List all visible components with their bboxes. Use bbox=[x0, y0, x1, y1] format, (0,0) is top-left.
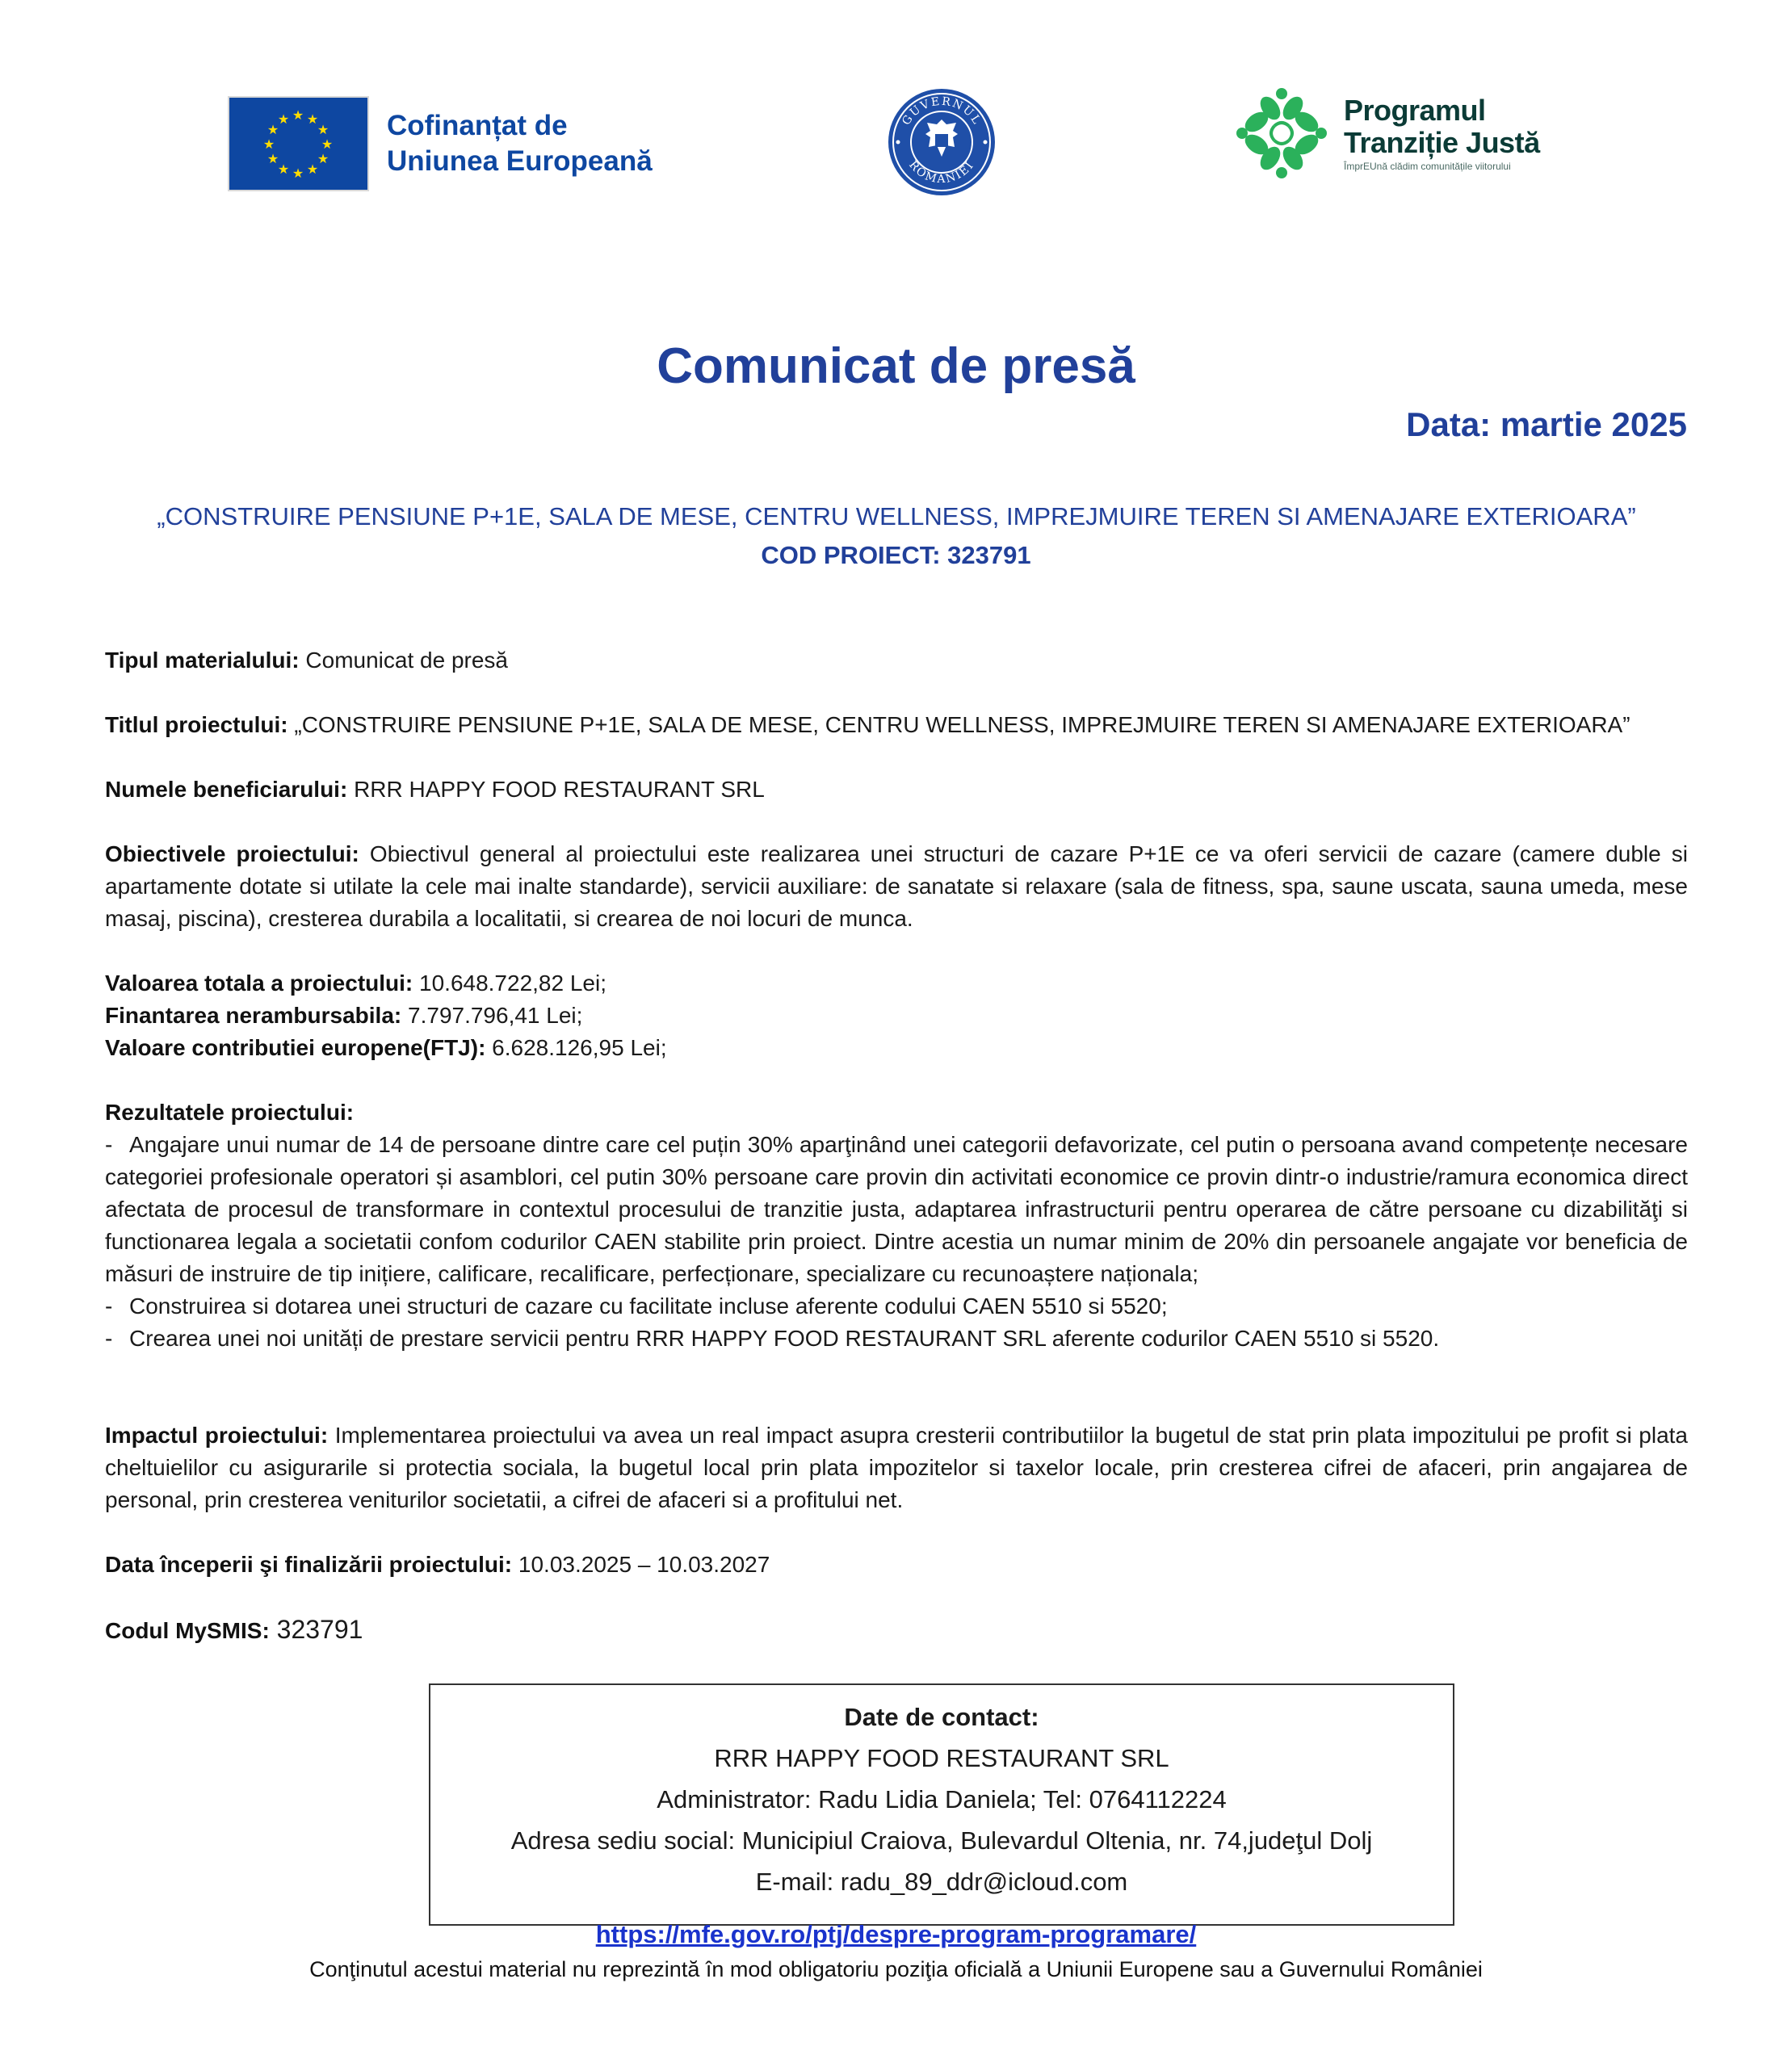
field-value: Obiectivul general al proiectului este realizarea unei structuri de cazare P+1E ce va oferi servicii de cazare (camere duble si apartamente dotate si utilate la cele mai inalte standarde), servicii auxiliare: de sanatate si relaxare (sala de fitness, spa, saune uscata, sauna umeda, mese masaj, piscina), cresterea durabila a localitatii, si crearea de noi locuri de munca. bbox=[105, 841, 1688, 931]
footer-disclaimer: Conţinutul acestui material nu reprezintă în mod obligatoriu poziţia oficială a Uniunii Europene sau a Guvernului României bbox=[309, 1957, 1483, 1981]
eu-logo-text bbox=[387, 108, 653, 179]
ptj-logo-tagline: ÎmprEUnă clădim comunitățile viitorului bbox=[1344, 161, 1511, 172]
svg-text:GUVERNUL: GUVERNUL bbox=[900, 94, 984, 128]
contact-heading: Date de contact: bbox=[844, 1703, 1039, 1731]
svg-text:★: ★ bbox=[306, 113, 319, 127]
contact-email[interactable]: E-mail: radu_89_ddr@icloud.com bbox=[755, 1868, 1128, 1896]
field-label: Tipul materialului: bbox=[105, 648, 300, 673]
field-label: Valoare contributiei europene(FTJ): bbox=[105, 1035, 486, 1060]
field-value: Comunicat de presă bbox=[299, 648, 508, 673]
field-impact bbox=[105, 1419, 1688, 1516]
field-beneficiary bbox=[105, 774, 1688, 806]
ptj-flower-icon bbox=[1234, 86, 1329, 181]
field-project-name bbox=[105, 709, 1688, 741]
field-eu-contribution bbox=[105, 1032, 1688, 1064]
results-list-item: - Construirea si dotarea unei structuri de cazare cu facilitate incluse aferente codului CAEN 5510 si 5520; bbox=[105, 1293, 1168, 1319]
ptj-logo-text bbox=[1344, 94, 1540, 172]
field-value: RRR HAPPY FOOD RESTAURANT SRL bbox=[347, 777, 765, 802]
field-project-dates bbox=[105, 1549, 1688, 1581]
eu-cofinancing-logo bbox=[228, 94, 688, 194]
contact-address: Adresa sediu social: Municipiul Craiova, Bulevardul Oltenia, nr. 74,judeţul Dolj bbox=[510, 1826, 1373, 1855]
field-results bbox=[105, 1096, 1688, 1355]
field-value: „CONSTRUIRE PENSIUNE P+1E, SALA DE MESE, CENTRU WELLNESS, IMPREJMUIRE TEREN SI AMENAJARE EXTERIOARA” bbox=[287, 712, 1630, 737]
svg-text:★: ★ bbox=[317, 124, 329, 137]
ptj-logo-line1: Programul bbox=[1344, 94, 1486, 127]
field-total-value bbox=[105, 967, 1688, 1000]
release-date: Data: martie 2025 bbox=[1406, 405, 1687, 443]
results-list-item: - Angajare unui numar de 14 de persoane dintre care cel puțin 30% aparţinând unei categorii defavorizate, cel putin o persoana avand competențe necesare categoriei profesionale operatori și asamblori, cel putin 30% persoane care provin din activitati economice ce provin dintr-o industrie/ramura economica direct afectata de procesul de transformare in contextul procesului de tranzitie justa, adaptarea infrastructurii pentru operarea de către persoane cu dizabilităţi si functionarea legala a societatii confom codurilor CAEN stabilite prin proiect. Dintre acestia un numar minim de 20% din persoanele angajate vor beneficia de măsuri de instruire de tip inițiere, calificare, recalificare, perfecționare, specializare cu recunoaștere naționala; bbox=[105, 1132, 1688, 1286]
field-value: 10.648.722,82 Lei; bbox=[413, 971, 606, 996]
field-label: Valoarea totala a proiectului: bbox=[105, 971, 413, 996]
field-value: 7.797.796,41 Lei; bbox=[401, 1003, 583, 1028]
contact-administrator: Administrator: Radu Lidia Daniela; Tel: 0764112224 bbox=[657, 1785, 1227, 1813]
field-label: Rezultatele proiectului: bbox=[105, 1100, 355, 1125]
field-value: Implementarea proiectului va avea un real impact asupra cresterii contributiilor la bugetul de stat prin plata impozitului pe profit si plata cheltuielilor cu asigurarile si protectia sociala, la bugetul local prin plata impozitelor si taxelor locale, prin cresterea cifrei de afaceri, prin angajarea de personal, prin cresterea veniturilor societatii, a cifrei de afaceri si a profitului net. bbox=[105, 1423, 1688, 1512]
field-label: Obiectivele proiectului: bbox=[105, 841, 359, 866]
eu-flag-icon bbox=[228, 96, 369, 191]
page-title: Comunicat de presă bbox=[657, 338, 1135, 394]
svg-text:★: ★ bbox=[277, 163, 290, 177]
svg-text:ROMÂNIEI: ROMÂNIEI bbox=[906, 158, 977, 187]
svg-text:★: ★ bbox=[321, 138, 334, 152]
contact-company: RRR HAPPY FOOD RESTAURANT SRL bbox=[714, 1744, 1169, 1772]
field-label: Data începerii şi finalizării proiectului: bbox=[105, 1552, 513, 1577]
eu-logo-line2: Uniunea Europeană bbox=[387, 145, 653, 177]
contact-box bbox=[429, 1683, 1454, 1926]
program-website-link[interactable]: https://mfe.gov.ro/ptj/despre-program-programare/ bbox=[595, 1920, 1197, 1948]
romanian-government-seal-icon bbox=[887, 87, 997, 197]
svg-text:★: ★ bbox=[266, 124, 279, 137]
financial-values bbox=[105, 967, 1688, 1064]
project-title-heading: „CONSTRUIRE PENSIUNE P+1E, SALA DE MESE, CENTRU WELLNESS, IMPREJMUIRE TEREN SI AMENAJARE EXTERIOARA” bbox=[157, 502, 1636, 530]
svg-text:★: ★ bbox=[292, 109, 304, 123]
svg-text:★: ★ bbox=[266, 153, 279, 166]
ptj-logo-line2: Tranziție Justă bbox=[1344, 126, 1540, 159]
field-label: Finantarea nerambursabila: bbox=[105, 1003, 402, 1028]
eu-logo-line1: Cofinanțat de bbox=[387, 110, 568, 141]
results-list-item: - Crearea unei noi unități de prestare servicii pentru RRR HAPPY FOOD RESTAURANT SRL aferente codurilor CAEN 5510 si 5520. bbox=[105, 1326, 1440, 1351]
field-value: 6.628.126,95 Lei; bbox=[485, 1035, 667, 1060]
svg-text:★: ★ bbox=[262, 138, 275, 152]
field-label: Titlul proiectului: bbox=[105, 712, 288, 737]
field-label: Impactul proiectului: bbox=[105, 1423, 329, 1448]
svg-text:★: ★ bbox=[292, 167, 304, 181]
field-non-refundable bbox=[105, 1000, 1688, 1032]
field-objectives bbox=[105, 838, 1688, 935]
svg-text:★: ★ bbox=[306, 163, 319, 177]
field-material-type bbox=[105, 644, 1688, 677]
field-value: 323791 bbox=[269, 1615, 363, 1644]
project-code-heading: COD PROIECT: 323791 bbox=[761, 541, 1031, 569]
field-label: Numele beneficiarului: bbox=[105, 777, 348, 802]
field-mysmis-code bbox=[105, 1613, 1688, 1647]
ptj-program-logo bbox=[1234, 81, 1573, 186]
field-label: Codul MySMIS: bbox=[105, 1618, 270, 1643]
svg-text:★: ★ bbox=[317, 153, 329, 166]
svg-text:★: ★ bbox=[277, 113, 290, 127]
field-value: 10.03.2025 – 10.03.2027 bbox=[512, 1552, 770, 1577]
